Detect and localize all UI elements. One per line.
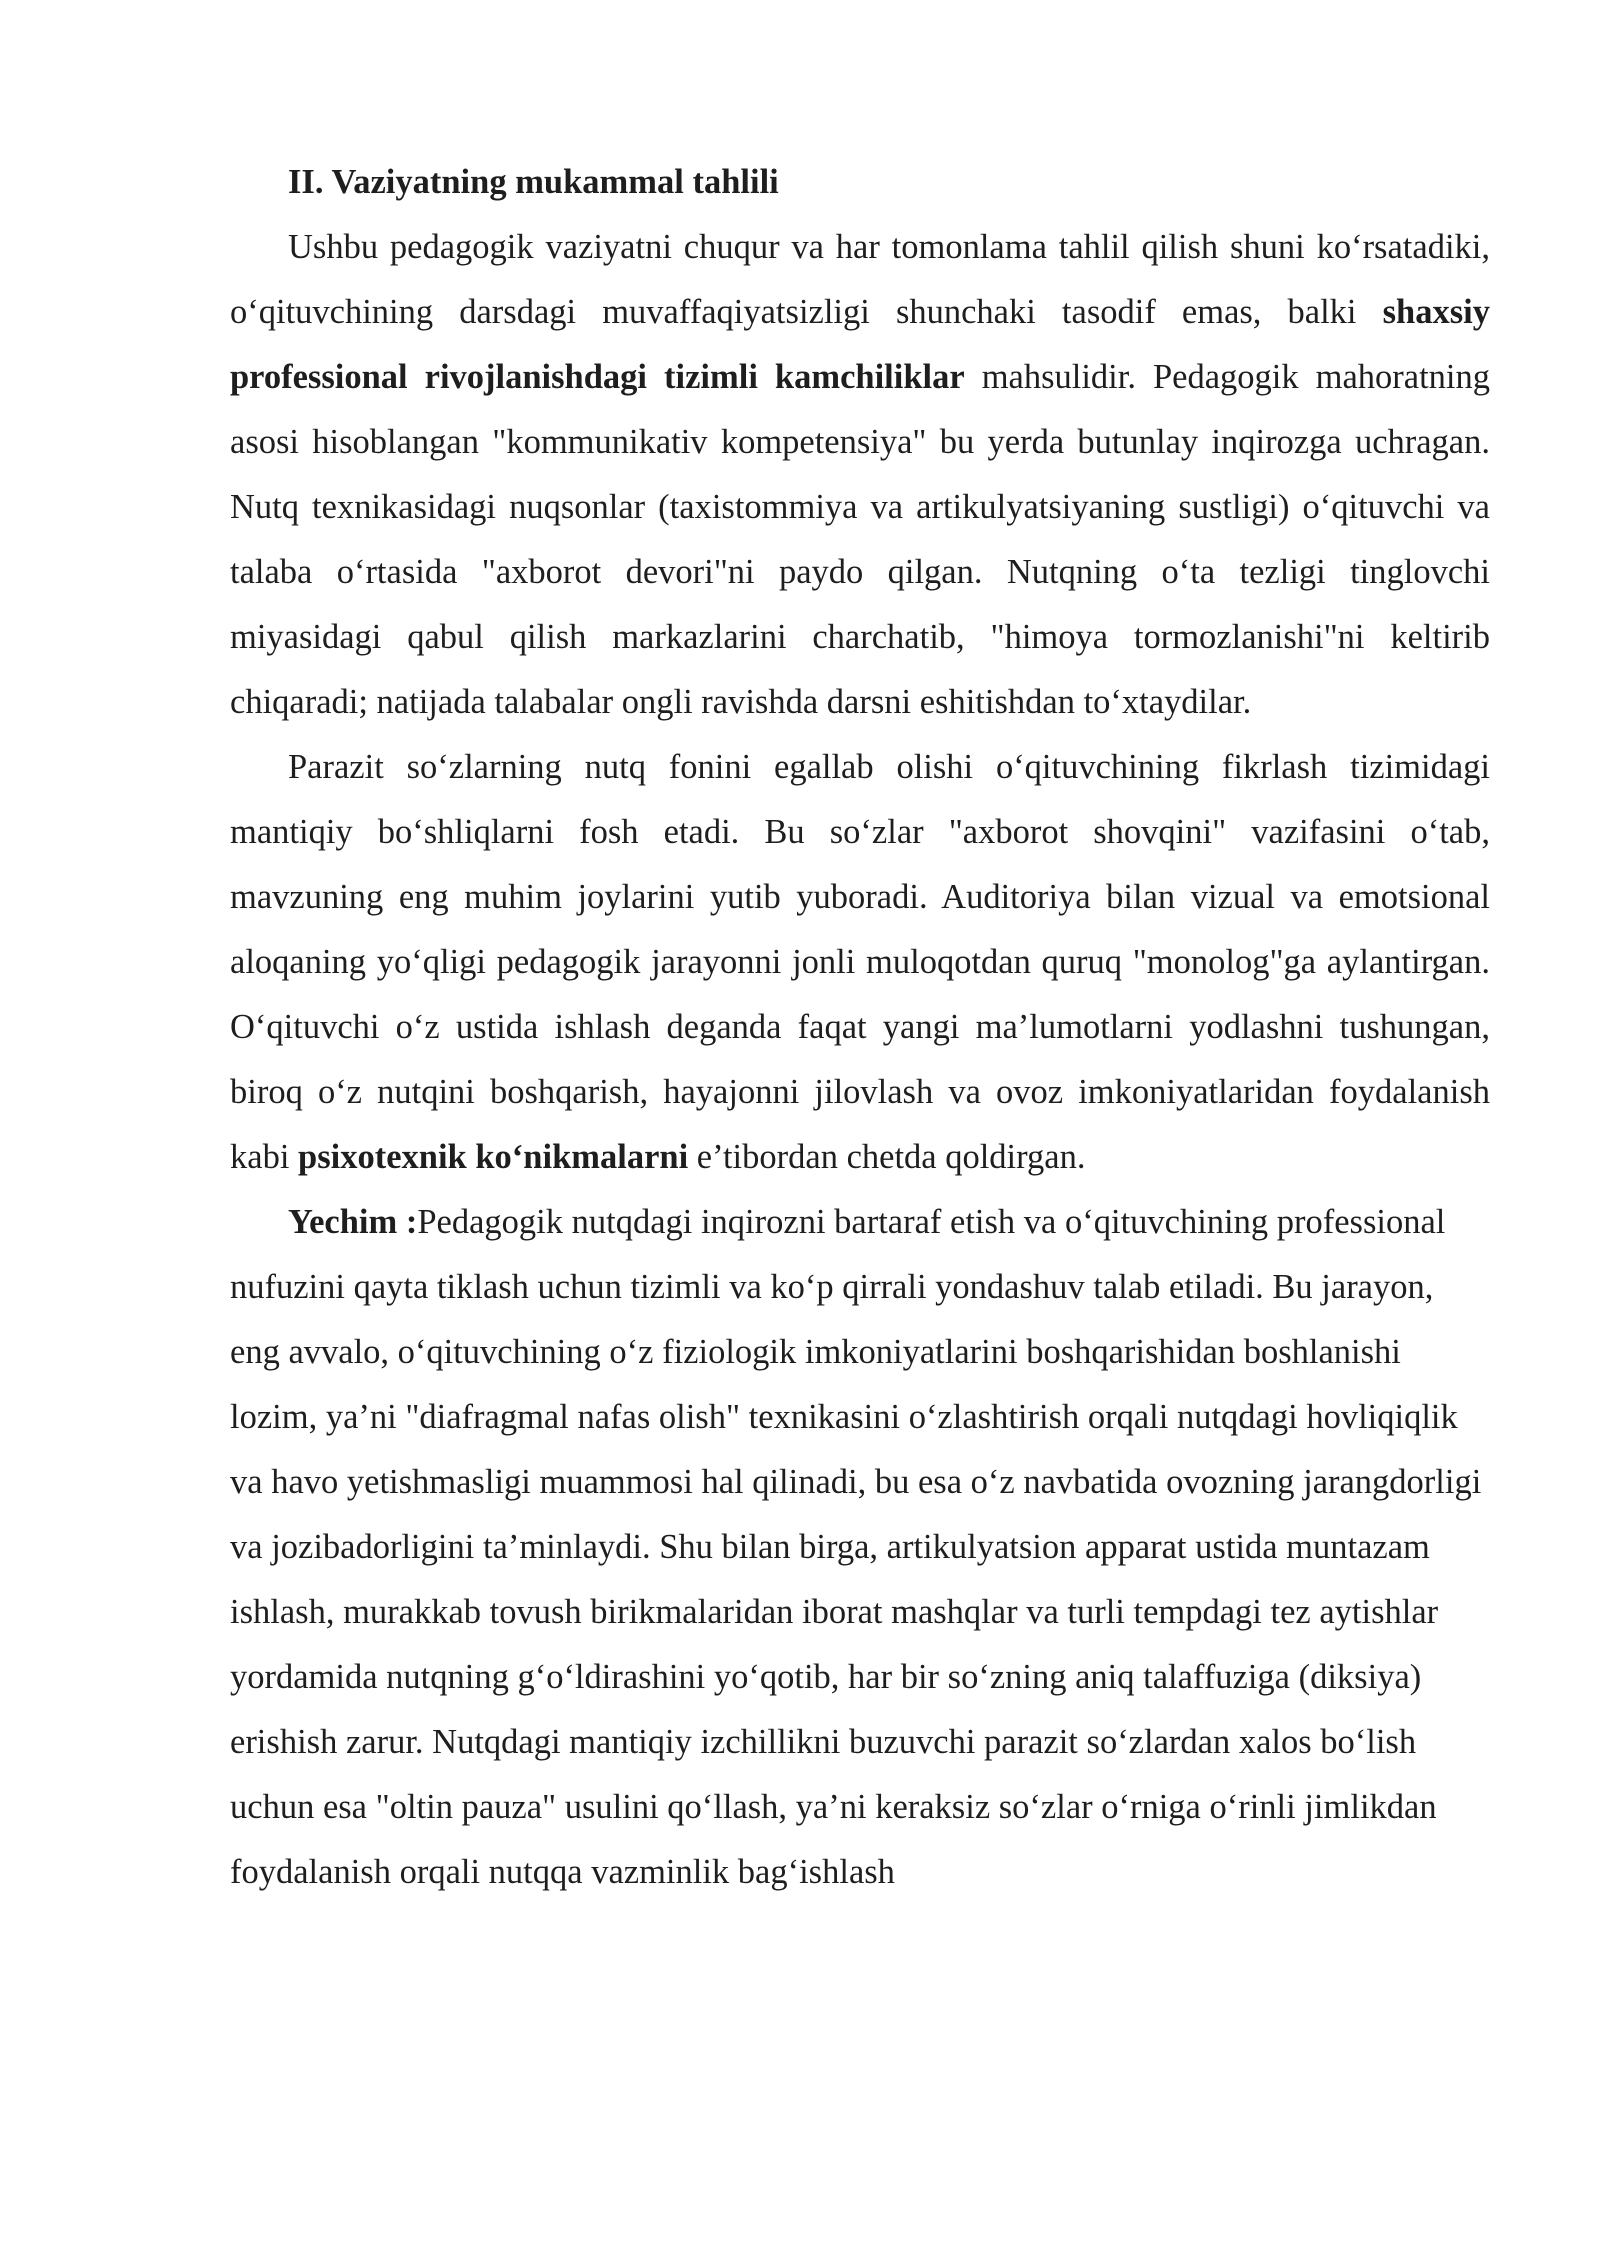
document-page — [230, 150, 1490, 1905]
analysis-paragraph-1 — [230, 215, 1490, 735]
paragraph-text: Parazit so‘zlarning nutq fonini egallab olishi o‘qituvchining fikrlash tizimidagi mantiqiy bo‘shliqlarni fosh etadi. Bu so‘zlar "axborot shovqini" vazifasini o‘tab, mavzuning eng muhim joylarini yutib yuboradi. Auditoriya bilan vizual va emotsional aloqaning yo‘qligi pedagogik jarayonni jonli muloqotdan quruq "monolog"ga aylantirgan. O‘qituvchi o‘z ustida ishlash deganda faqat yangi ma’lumotlarni yodlashni tushungan, biroq o‘z nutqini boshqarish, hayajonni jilovlash va ovoz imkoniyatlaridan foydalanish kabi — [230, 748, 1490, 1176]
solution-label: Yechim : — [288, 1203, 418, 1241]
paragraph-text: Pedagogik nutqdagi inqirozni bartaraf etish va o‘qituvchining professional nufuzini qayta tiklash uchun tizimli va ko‘p qirrali yondashuv talab etiladi. Bu jarayon, eng avvalo, o‘qituvchining o‘z fiziologik imkoniyatlarini boshqarishidan boshlanishi lozim, ya’ni "diafragmal nafas olish" texnikasini o‘zlashtirish orqali nutqdagi hovliqiqlik va havo yetishmasligi muammosi hal qilinadi, bu esa o‘z navbatida ovozning jarangdorligi va jozibadorligini ta’minlaydi. Shu bilan birga, artikulyatsion apparat ustida muntazam ishlash, murakkab tovush birikmalaridan iborat mashqlar va turli tempdagi tez aytishlar yordamida nutqning g‘o‘ldirashini yo‘qotib, har bir so‘zning aniq talaffuziga (diksiya) erishish zarur. Nutqdagi mantiqiy izchillikni buzuvchi parazit so‘zlardan xalos bo‘lish uchun esa "oltin pauza" usulini qo‘llash, ya’ni keraksiz so‘zlar o‘rniga o‘rinli jimlikdan foydalanish orqali nutqqa vazminlik bag‘ishlash — [230, 1203, 1482, 1891]
analysis-paragraph-2 — [230, 735, 1490, 1190]
section-heading: II. Vaziyatning mukammal tahlili — [288, 163, 779, 201]
paragraph-text: e’tibordan chetda qoldirgan. — [688, 1138, 1086, 1176]
bold-phrase: shaxsiy professional rivojlanishdagi tizimli kamchiliklar — [230, 293, 1490, 396]
paragraph-text: mahsulidir. Pedagogik mahoratning asosi hisoblangan "kommunikativ kompetensiya" bu yerda butunlay inqirozga uchragan. Nutq texnikasidagi nuqsonlar (taxistommiya va artikulyatsiyaning sustligi) o‘qituvchi va talaba o‘rtasida "axborot devori"ni paydo qilgan. Nutqning o‘ta tezligi tinglovchi miyasidagi qabul qilish markazlarini charchatib, "himoya tormozlanishi"ni keltirib chiqaradi; natijada talabalar ongli ravishda darsni eshitishdan to‘xtaydilar. — [230, 358, 1491, 721]
solution-paragraph — [230, 1190, 1490, 1905]
paragraph-text: Ushbu pedagogik vaziyatni chuqur va har tomonlama tahlil qilish shuni ko‘rsatadiki, o‘qituvchining darsdagi muvaffaqiyatsizligi shunchaki tasodif emas, balki — [230, 228, 1490, 331]
bold-phrase: psixotexnik ko‘nikmalarni — [298, 1138, 689, 1176]
